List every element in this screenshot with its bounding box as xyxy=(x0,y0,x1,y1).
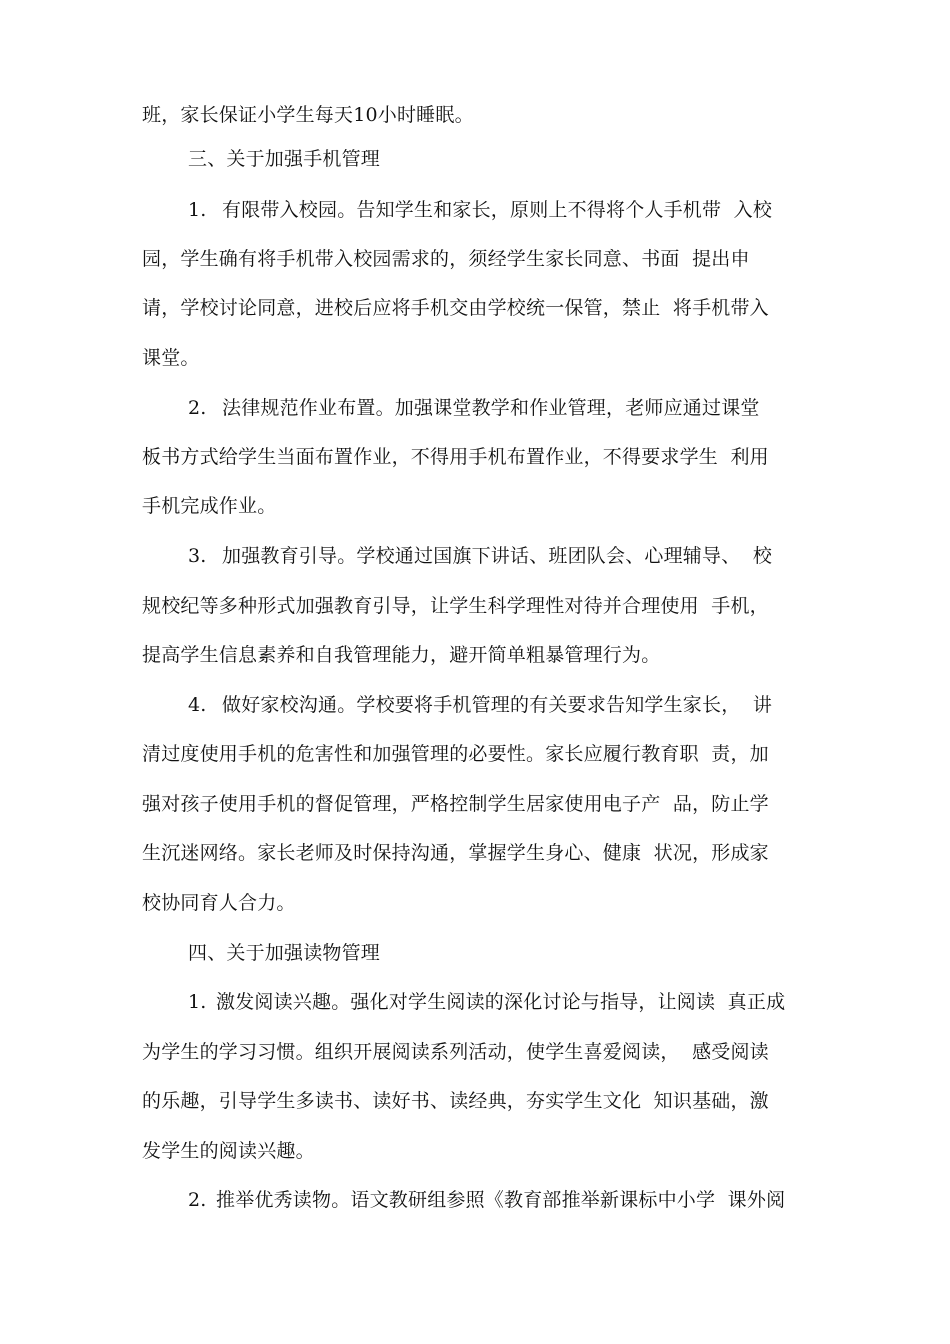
text-line: 校协同育人合力。 xyxy=(142,892,296,914)
list-item-line xyxy=(188,693,772,717)
list-item-text: 有限带入校园。告知学生和家长，原则上不得将个人手机带 入校 xyxy=(222,199,773,221)
text-line: 请，学校讨论同意，进校后应将手机交由学校统一保管，禁止 将手机带入 xyxy=(142,297,769,319)
section-heading: 四、关于加强读物管理 xyxy=(188,942,381,964)
list-number: 2. xyxy=(188,1189,207,1211)
list-item-line xyxy=(188,396,760,420)
list-item-text: 加强教育引导。学校通过国旗下讲话、班团队会、心理辅导、 校 xyxy=(222,545,773,567)
text-line: 清过度使用手机的危害性和加强管理的必要性。家长应履行教育职 责，加 xyxy=(142,743,769,765)
text-line: 强对孩子使用手机的督促管理，严格控制学生居家使用电子产 品，防止学 xyxy=(142,793,769,815)
text-line: 的乐趣，引导学生多读书、读好书、读经典，夯实学生文化 知识基础，激 xyxy=(142,1090,769,1112)
text-line: 手机完成作业。 xyxy=(142,495,277,517)
text-line: 板书方式给学生当面布置作业，不得用手机布置作业，不得要求学生 利用 xyxy=(142,446,769,468)
text-line: 课堂。 xyxy=(142,347,200,369)
text-line: 生沉迷网络。家长老师及时保持沟通，掌握学生身心、健康 状况，形成家 xyxy=(142,842,769,864)
text-line: 为学生的学习习惯。组织开展阅读系列活动，使学生喜爱阅读， 感受阅读 xyxy=(142,1041,769,1063)
list-item-line xyxy=(188,990,785,1014)
text-line: 园，学生确有将手机带入校园需求的，须经学生家长同意、书面 提出申 xyxy=(142,248,750,270)
text-line: 规校纪等多种形式加强教育引导，让学生科学理性对待并合理使用 手机， xyxy=(142,595,769,617)
list-number: 3. xyxy=(188,545,207,567)
text-line: 班，家长保证小学生每天10小时睡眠。 xyxy=(142,104,474,126)
list-number: 2. xyxy=(188,397,207,419)
list-item-text: 推举优秀读物。语文教研组参照《教育部推举新课标中小学 课外阅 xyxy=(216,1189,786,1211)
text-line: 发学生的阅读兴趣。 xyxy=(142,1140,315,1162)
list-item-line xyxy=(188,544,772,568)
list-number: 1. xyxy=(188,991,207,1013)
list-item-text: 法律规范作业布置。加强课堂教学和作业管理，老师应通过课堂 xyxy=(222,397,760,419)
section-heading: 三、关于加强手机管理 xyxy=(188,148,381,170)
list-item-line xyxy=(188,1188,785,1212)
list-item-line xyxy=(188,198,772,222)
list-item-text: 激发阅读兴趣。强化对学生阅读的深化讨论与指导，让阅读 真正成 xyxy=(216,991,786,1013)
text-line: 提高学生信息素养和自我管理能力，避开简单粗暴管理行为。 xyxy=(142,644,661,666)
list-item-text: 做好家校沟通。学校要将手机管理的有关要求告知学生家长， 讲 xyxy=(222,694,773,716)
list-number: 1. xyxy=(188,199,207,221)
list-number: 4. xyxy=(188,694,207,716)
